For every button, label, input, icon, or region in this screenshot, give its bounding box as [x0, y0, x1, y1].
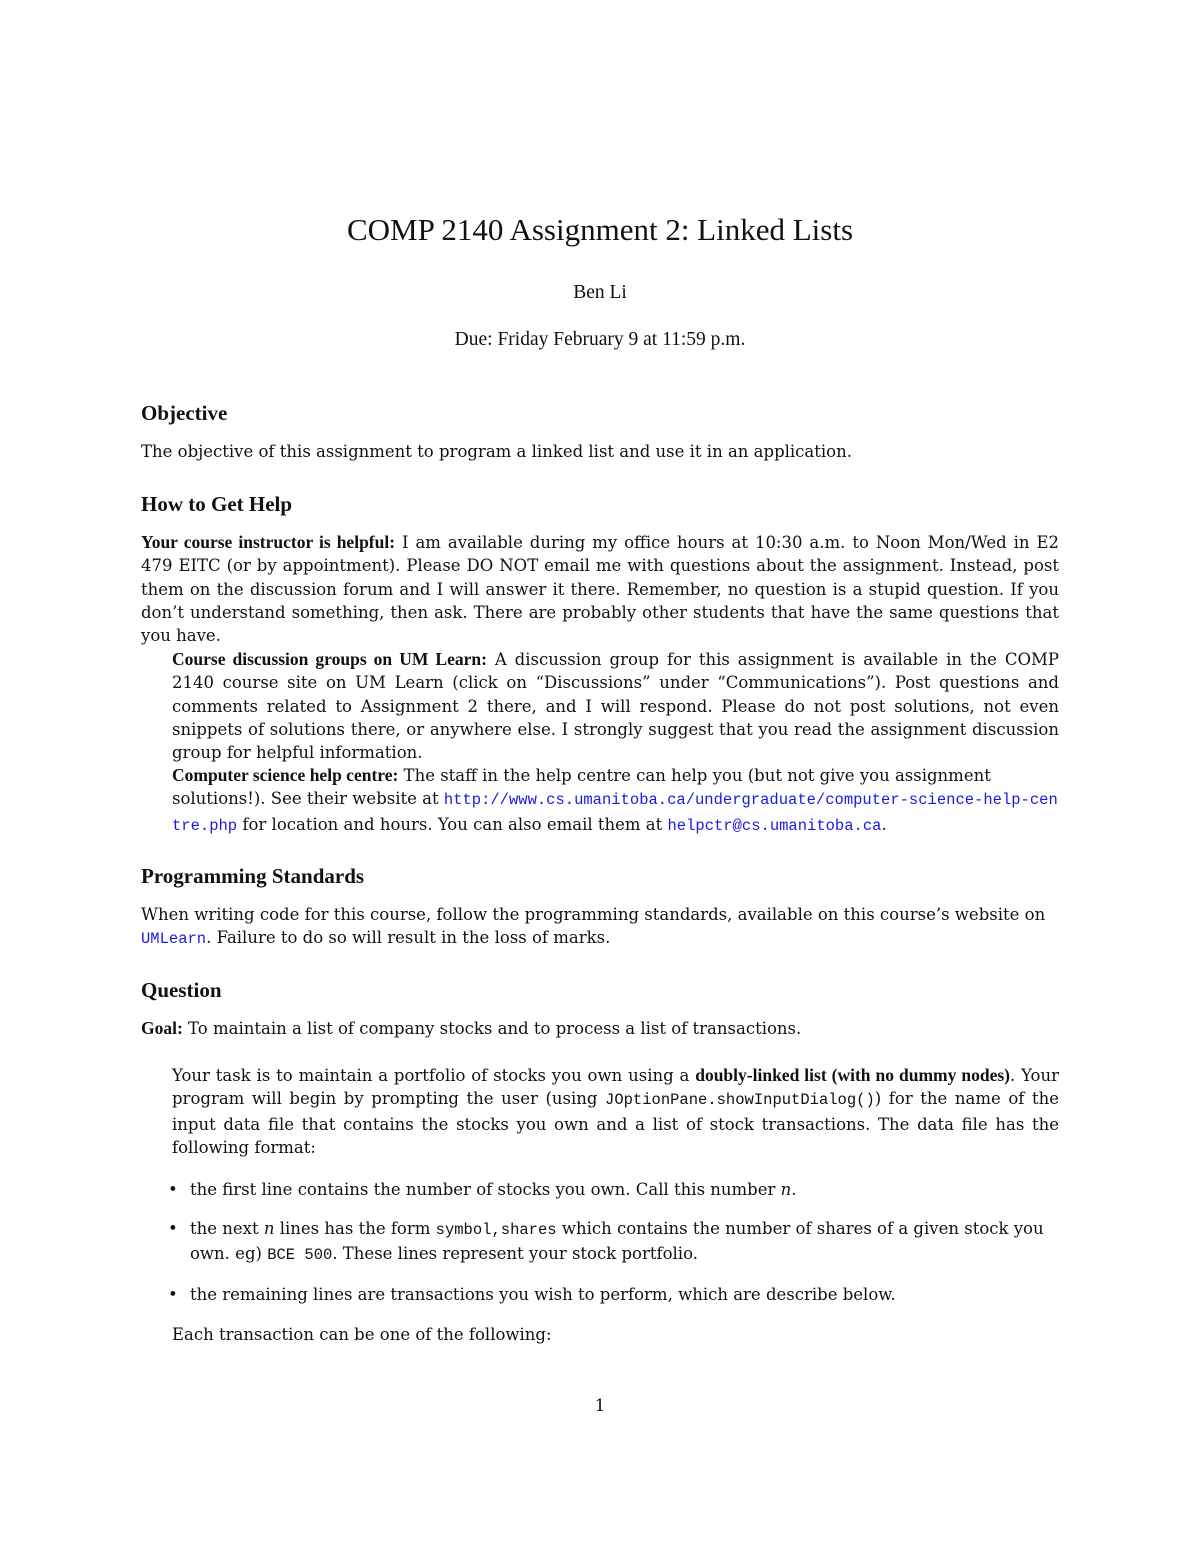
goal-label: Goal: [141, 1018, 183, 1038]
document-title: COMP 2140 Assignment 2: Linked Lists [346, 212, 854, 247]
bullet1-variable: n [780, 1180, 792, 1199]
help-centre-text-a: The staff in the help centre can help you (but not give you assignment solutions!). See their website at [172, 766, 991, 809]
bullet2-code: symbol,shares [435, 1220, 557, 1239]
help-discussion-text: A discussion group for this assignment is available in the COMP 2140 course site on UM Learn (click on “Discussions” under “Communications”). Post questions and comments related to Assignment 2 there, and I will respond. Please do not post solutions, not even snippets of solutions there, or anywhere else. I strongly suggest that you read the assignment discussion group for helpful information. [172, 650, 1060, 763]
bullet2-text-d: . These lines represent your stock portfolio. [332, 1244, 698, 1264]
transaction-intro: Each transaction can be one of the following: [172, 1325, 552, 1344]
standards-text-b: . Failure to do so will result in the loss of marks. [206, 928, 611, 948]
umlearn-link[interactable]: UMLearn [141, 930, 207, 949]
help-centre-text-c: . [881, 814, 887, 834]
standards-heading: Programming Standards [141, 864, 365, 888]
question-heading: Question [141, 978, 222, 1002]
objective-heading: Objective [141, 401, 228, 425]
task-paragraph [141, 1064, 1059, 1159]
standards-text-a: When writing code for this course, follow the programming standards, available on this course’s website on [141, 905, 1046, 924]
task-text-b: . Your program will begin by prompting the user (using [172, 1066, 1059, 1109]
list-item [160, 1178, 1060, 1201]
author-name: Ben Li [573, 282, 627, 303]
bullet2-example: BCE 500 [267, 1246, 333, 1265]
page-number: 1 [594, 1396, 606, 1416]
bullet2-text-c: which contains the number of shares of a given stock you own. eg) [190, 1218, 1044, 1264]
bullet2-text-b: lines has the form [274, 1218, 436, 1238]
task-code: JOptionPane.showInputDialog() [605, 1091, 875, 1110]
help-centre-website-link[interactable]: http://www.cs.umanitoba.ca/undergraduate/computer-science-help-centre.php [172, 791, 1058, 835]
task-text-c: ) for the name of the input data file that contains the stocks you own and a list of stock transactions. The data file has the following format: [172, 1089, 1059, 1157]
list-item [160, 1283, 1060, 1306]
help-discussion-label: Course discussion groups on UM Learn: [172, 649, 487, 669]
standards-paragraph [141, 903, 1059, 952]
bullet2-variable: n [263, 1218, 275, 1238]
due-date: Due: Friday February 9 at 11:59 p.m. [454, 329, 746, 350]
task-bold: doubly-linked list (with no dummy nodes) [695, 1065, 1010, 1085]
help-heading: How to Get Help [141, 492, 293, 516]
bullet-icon: • [168, 1284, 178, 1304]
bullet-icon: • [168, 1218, 178, 1238]
task-text-a: Your task is to maintain a portfolio of stocks you own using a [172, 1066, 696, 1085]
help-centre-text-b: for location and hours. You can also email them at [237, 814, 668, 834]
format-bullet-list [160, 1178, 1060, 1322]
list-item [160, 1217, 1060, 1268]
bullet3-text: the remaining lines are transactions you wish to perform, which are describe below. [190, 1284, 896, 1304]
help-instructor-text: I am available during my office hours at 10:30 a.m. to Noon Mon/Wed in E2 479 EITC (or by appointment). Please DO NOT email me with questions about the assignment. Instead, post them on the discussion forum and I will answer it there. Remember, no question is a stupid question. If you don’t understand something, then ask. There are probably other students that have the same questions that you have. [141, 533, 1059, 646]
help-centre-paragraph [141, 764, 1059, 838]
bullet2-text-a: the next [190, 1218, 264, 1238]
objective-text: The objective of this assignment to program a linked list and use it in an application. [141, 442, 852, 461]
goal-text: To maintain a list of company stocks and to process a list of transactions. [182, 1019, 802, 1038]
help-centre-label: Computer science help centre: [172, 765, 399, 785]
help-discussion-paragraph [141, 648, 1059, 764]
help-centre-email-link[interactable]: helpctr@cs.umanitoba.ca [667, 816, 882, 835]
bullet1-text: the first line contains the number of stocks you own. Call this number [190, 1180, 781, 1199]
help-instructor-paragraph [141, 531, 1059, 647]
bullet-icon: • [168, 1180, 178, 1199]
bullet1-end: . [791, 1180, 797, 1199]
help-instructor-label: Your course instructor is helpful: [141, 532, 396, 552]
goal-paragraph [141, 1017, 1059, 1040]
